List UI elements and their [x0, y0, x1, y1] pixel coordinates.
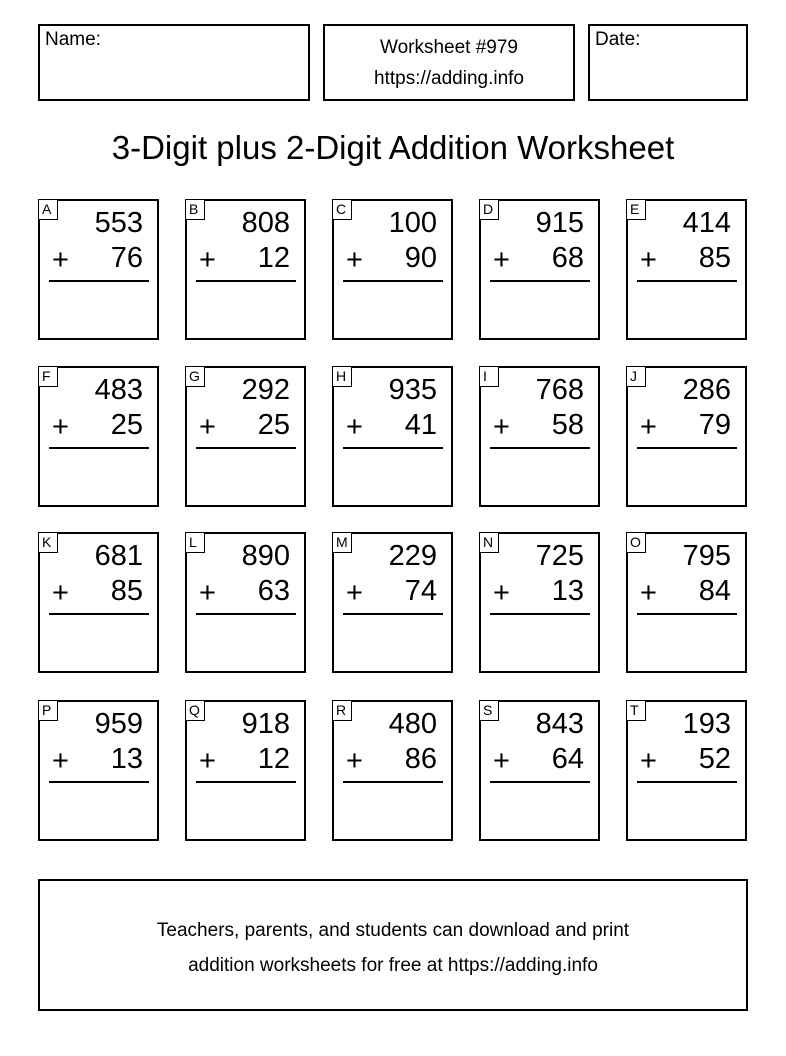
addend-bottom: 58: [551, 409, 584, 441]
plus-sign: +: [199, 745, 216, 777]
answer-line: [637, 280, 737, 282]
addend-bottom: 68: [551, 242, 584, 274]
addend-top: 918: [241, 708, 290, 740]
addend-bottom: 90: [404, 242, 437, 274]
problem-letter: B: [185, 199, 205, 220]
addend-bottom: 79: [698, 409, 731, 441]
answer-line: [637, 447, 737, 449]
problem-letter: C: [332, 199, 352, 220]
addend-top: 795: [682, 540, 731, 572]
problem-letter: Q: [185, 700, 205, 721]
answer-line: [49, 447, 149, 449]
answer-line: [490, 613, 590, 615]
answer-line: [49, 280, 149, 282]
plus-sign: +: [493, 745, 510, 777]
answer-line: [637, 781, 737, 783]
addend-bottom: 52: [698, 743, 731, 775]
addend-bottom: 86: [404, 743, 437, 775]
plus-sign: +: [346, 577, 363, 609]
problem-letter: F: [38, 366, 58, 387]
problem-letter: G: [185, 366, 205, 387]
site-url: https://adding.info: [374, 68, 524, 89]
addend-bottom: 85: [110, 575, 143, 607]
problem-letter: H: [332, 366, 352, 387]
problem-box[interactable]: [479, 366, 600, 507]
addend-top: 935: [388, 374, 437, 406]
addend-top: 286: [682, 374, 731, 406]
answer-line: [490, 280, 590, 282]
addend-bottom: 25: [257, 409, 290, 441]
addend-bottom: 76: [110, 242, 143, 274]
addend-bottom: 12: [257, 743, 290, 775]
date-label: Date:: [595, 29, 641, 50]
answer-line: [343, 280, 443, 282]
date-field-box[interactable]: [588, 24, 748, 101]
plus-sign: +: [493, 244, 510, 276]
plus-sign: +: [640, 244, 657, 276]
footer-box: [38, 879, 748, 1011]
problem-box[interactable]: [332, 199, 453, 340]
addend-bottom: 74: [404, 575, 437, 607]
problem-letter: M: [332, 532, 352, 553]
problem-letter: S: [479, 700, 499, 721]
plus-sign: +: [199, 577, 216, 609]
problem-box[interactable]: [626, 199, 747, 340]
problem-letter: K: [38, 532, 58, 553]
plus-sign: +: [493, 411, 510, 443]
answer-line: [49, 781, 149, 783]
addend-top: 414: [682, 207, 731, 239]
problem-box[interactable]: [38, 700, 159, 841]
answer-line: [196, 280, 296, 282]
problem-box[interactable]: [479, 199, 600, 340]
addend-bottom: 85: [698, 242, 731, 274]
addend-bottom: 64: [551, 743, 584, 775]
answer-line: [196, 447, 296, 449]
answer-line: [343, 447, 443, 449]
problem-letter: N: [479, 532, 499, 553]
addend-top: 193: [682, 708, 731, 740]
plus-sign: +: [199, 244, 216, 276]
answer-line: [490, 781, 590, 783]
problem-letter: T: [626, 700, 646, 721]
plus-sign: +: [52, 745, 69, 777]
addend-top: 229: [388, 540, 437, 572]
footer-line-2: addition worksheets for free at https://adding.info: [188, 955, 598, 976]
problem-box[interactable]: [479, 700, 600, 841]
problem-letter: I: [479, 366, 499, 387]
problem-letter: E: [626, 199, 646, 220]
problem-letter: P: [38, 700, 58, 721]
footer-line-1: Teachers, parents, and students can download and print: [156, 920, 630, 941]
plus-sign: +: [52, 244, 69, 276]
answer-line: [637, 613, 737, 615]
problem-box[interactable]: [185, 199, 306, 340]
problem-letter: L: [185, 532, 205, 553]
plus-sign: +: [346, 411, 363, 443]
answer-line: [49, 613, 149, 615]
addend-bottom: 41: [404, 409, 437, 441]
addend-top: 483: [94, 374, 143, 406]
addend-top: 768: [535, 374, 584, 406]
answer-line: [490, 447, 590, 449]
problem-box[interactable]: [185, 700, 306, 841]
addend-top: 843: [535, 708, 584, 740]
plus-sign: +: [346, 244, 363, 276]
problem-box[interactable]: [332, 700, 453, 841]
addend-top: 808: [241, 207, 290, 239]
name-label: Name:: [45, 29, 101, 50]
problem-box[interactable]: [626, 700, 747, 841]
problem-letter: O: [626, 532, 646, 553]
answer-line: [343, 781, 443, 783]
worksheet-info-box: [323, 24, 575, 101]
addend-top: 890: [241, 540, 290, 572]
plus-sign: +: [52, 411, 69, 443]
plus-sign: +: [346, 745, 363, 777]
problem-box[interactable]: [185, 366, 306, 507]
plus-sign: +: [640, 411, 657, 443]
problem-box[interactable]: [38, 199, 159, 340]
addend-bottom: 63: [257, 575, 290, 607]
page-title: 3-Digit plus 2-Digit Addition Worksheet: [111, 129, 675, 166]
addend-top: 480: [388, 708, 437, 740]
problem-letter: D: [479, 199, 499, 220]
addend-bottom: 25: [110, 409, 143, 441]
problem-box[interactable]: [332, 366, 453, 507]
problem-box[interactable]: [185, 532, 306, 673]
name-field-box[interactable]: [38, 24, 310, 101]
problem-box[interactable]: [626, 532, 747, 673]
addend-top: 292: [241, 374, 290, 406]
plus-sign: +: [52, 577, 69, 609]
addend-top: 915: [535, 207, 584, 239]
addend-top: 100: [388, 207, 437, 239]
problem-box[interactable]: [332, 532, 453, 673]
addend-bottom: 12: [257, 242, 290, 274]
plus-sign: +: [493, 577, 510, 609]
plus-sign: +: [640, 745, 657, 777]
problem-box[interactable]: [479, 532, 600, 673]
plus-sign: +: [199, 411, 216, 443]
addend-top: 553: [94, 207, 143, 239]
addend-top: 959: [94, 708, 143, 740]
problem-letter: J: [626, 366, 646, 387]
answer-line: [343, 613, 443, 615]
plus-sign: +: [640, 577, 657, 609]
problem-box[interactable]: [38, 366, 159, 507]
problem-letter: A: [38, 199, 58, 220]
addend-top: 725: [535, 540, 584, 572]
problem-box[interactable]: [626, 366, 747, 507]
addend-bottom: 13: [551, 575, 584, 607]
worksheet-number: Worksheet #979: [379, 37, 518, 58]
addend-bottom: 13: [110, 743, 143, 775]
answer-line: [196, 613, 296, 615]
addend-top: 681: [94, 540, 143, 572]
problem-box[interactable]: [38, 532, 159, 673]
answer-line: [196, 781, 296, 783]
problem-letter: R: [332, 700, 352, 721]
addend-bottom: 84: [698, 575, 731, 607]
